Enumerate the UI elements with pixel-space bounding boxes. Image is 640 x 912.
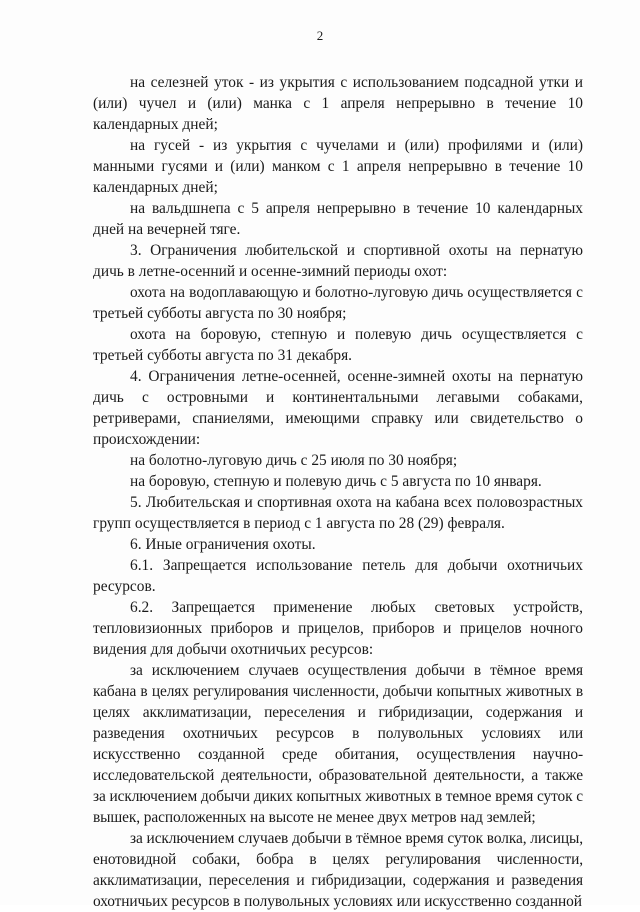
paragraph: охота на боровую, степную и полевую дичь осуществляется с третьей субботы августа по 31 декабря.	[93, 326, 583, 364]
paragraph: 6.2. Запрещается применение любых световых устройств, тепловизионных приборов и прицелов, приборов и прицелов ночного видения для добычи охотничьих ресурсов:	[93, 599, 583, 658]
paragraph: на болотно-луговую дичь с 25 июля по 30 ноября;	[130, 452, 458, 469]
paragraph: на селезней уток - из укрытия с использованием подсадной утки и (или) чучел и (или) манка с 1 апреля непрерывно в течение 10 календарных дней;	[93, 74, 583, 133]
paragraph: 3. Ограничения любительской и спортивной охоты на пернатую дичь в летне-осенний и осенне-зимний периоды охот:	[93, 242, 583, 280]
paragraph: за исключением случаев добычи в тёмное время суток волка, лисицы, енотовидной собаки, бобра в целях регулирования численности, акклиматизации, переселения и гибридизации, содержания и разведения охотничьих ресурсов в полувольных условиях или искусственно созданной	[93, 830, 583, 910]
paragraph: 5. Любительская и спортивная охота на кабана всех половозрастных групп осуществляется в период с 1 августа по 28 (29) февраля.	[93, 494, 583, 532]
page-number: 2	[316, 28, 324, 43]
paragraph: 6.1. Запрещается использование петель для добычи охотничьих ресурсов.	[93, 557, 583, 595]
paragraph: на боровую, степную и полевую дичь с 5 августа по 10 января.	[130, 473, 542, 490]
paragraph: 6. Иные ограничения охоты.	[130, 536, 316, 553]
paragraph: 4. Ограничения летне-осенней, осенне-зимней охоты на пернатую дичь с островными и континентальными легавыми собаками, ретриверами, спаниелями, имеющими справку или свидетельство о происхождении:	[93, 368, 583, 448]
paragraph: на вальдшнепа с 5 апреля непрерывно в течение 10 календарных дней на вечерней тяге.	[93, 200, 583, 238]
paragraph: охота на водоплавающую и болотно-луговую дичь осуществляется с третьей субботы августа по 30 ноября;	[93, 284, 583, 322]
document-body	[93, 72, 583, 912]
paragraph: за исключением случаев осуществления добычи в тёмное время кабана в целях регулирования численности, добычи копытных животных в целях акклиматизации, переселения и гибридизации, содержания и разведения охотничьих ресурсов в полувольных условиях или искусственно созданной среде обитания, осуществления научно-исследовательской деятельности, образовательной деятельности, а также за исключением добычи диких копытных животных в темное время суток с вышек, расположенных на высоте не менее двух метров над землей;	[93, 662, 583, 826]
paragraph: на гусей - из укрытия с чучелами и (или) профилями и (или) манными гусями и (или) манком с 1 апреля непрерывно в течение 10 календарных дней;	[93, 137, 583, 196]
